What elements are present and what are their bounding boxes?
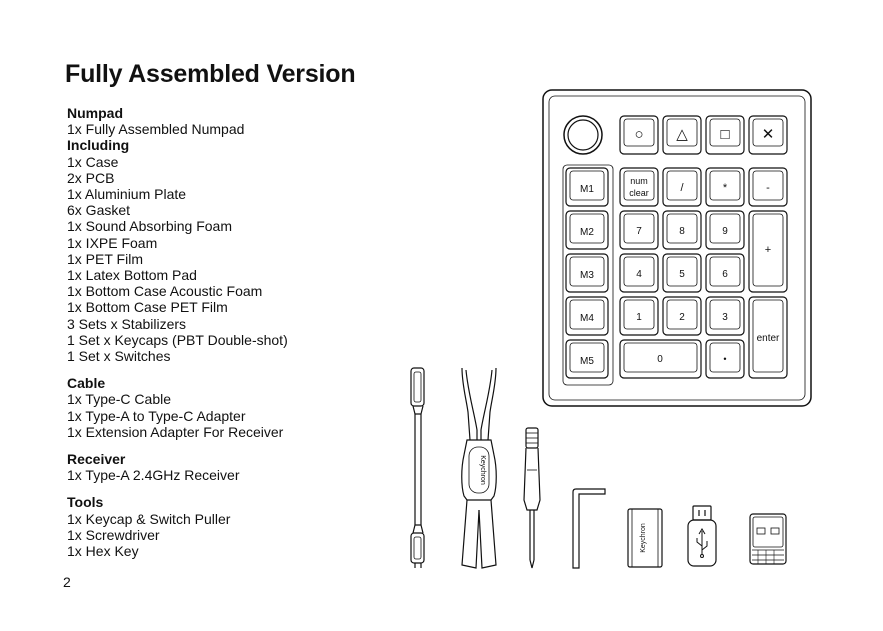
- list-item: 1x PET Film: [67, 250, 143, 267]
- type-a-to-c-adapter-illustration: [688, 506, 716, 566]
- list-item: 1x Bottom Case Acoustic Foam: [67, 283, 263, 300]
- key-m2: M2: [580, 227, 594, 238]
- key-m3: M3: [580, 270, 594, 281]
- usb-icon: [697, 529, 707, 558]
- key-m4: M4: [580, 313, 594, 324]
- list-item: 1x Extension Adapter For Receiver: [67, 423, 284, 440]
- list-item: 1x Bottom Case PET Film: [67, 299, 228, 316]
- key-9: 9: [722, 226, 728, 237]
- section-heading: Cable: [67, 375, 106, 392]
- list-item: 1x Keycap & Switch Puller: [67, 510, 231, 527]
- hex-key-illustration: [573, 489, 605, 568]
- list-item: 1x IXPE Foam: [67, 234, 158, 251]
- triangle-icon: △: [676, 126, 688, 143]
- list-item: 1x Type-A 2.4GHz Receiver: [67, 467, 240, 484]
- section-heading: Numpad: [67, 105, 123, 121]
- key-0: 0: [657, 354, 663, 365]
- receiver-illustration: [750, 514, 786, 564]
- key-minus: -: [766, 182, 770, 194]
- list-item: 2x PCB: [67, 169, 115, 186]
- list-item: 1x Latex Bottom Pad: [67, 267, 197, 284]
- screwdriver-illustration: [524, 428, 540, 568]
- page-number: 2: [63, 574, 71, 590]
- key-2: 2: [679, 312, 685, 323]
- adapter-brand-label: Keychron: [640, 523, 647, 553]
- page-title: Fully Assembled Version: [65, 60, 356, 88]
- list-item: 1x Type-C Cable: [67, 391, 172, 408]
- extension-adapter-illustration: [628, 509, 662, 567]
- circle-icon: ○: [634, 126, 644, 143]
- section-heading: Receiver: [67, 451, 126, 468]
- list-item: 1x Fully Assembled Numpad: [67, 121, 245, 138]
- list-item: 1x Sound Absorbing Foam: [67, 218, 232, 235]
- key-5: 5: [679, 269, 685, 280]
- key-m5: M5: [580, 356, 594, 367]
- key-enter: enter: [756, 333, 780, 344]
- key-8: 8: [679, 226, 685, 237]
- list-item: 1x Case: [67, 153, 119, 170]
- section-heading: Including: [67, 137, 130, 154]
- key-3: 3: [722, 312, 728, 323]
- key-slash: /: [680, 182, 684, 194]
- numpad-illustration: [543, 90, 811, 406]
- key-4: 4: [636, 269, 642, 280]
- puller-brand-label: Keychron: [479, 455, 486, 485]
- list-item: 1x Type-A to Type-C Adapter: [67, 407, 246, 424]
- key-clear-label: clear: [629, 188, 649, 198]
- square-icon: □: [720, 126, 730, 143]
- keycap-puller-illustration: [462, 368, 497, 568]
- list-item: 3 Sets x Stabilizers: [67, 315, 187, 332]
- key-1: 1: [636, 312, 642, 323]
- type-c-cable-illustration: [411, 368, 424, 568]
- list-item: 1 Set x Keycaps (PBT Double-shot): [67, 331, 288, 348]
- list-item: 1x Screwdriver: [67, 526, 160, 543]
- list-item: 6x Gasket: [67, 202, 131, 219]
- key-num-label: num: [630, 176, 648, 186]
- key-plus: +: [764, 244, 772, 256]
- list-item: 1 Set x Switches: [67, 348, 171, 365]
- key-6: 6: [722, 269, 728, 280]
- list-item: 1x Hex Key: [67, 543, 139, 560]
- knob-icon: [564, 116, 602, 154]
- key-dot: •: [723, 354, 727, 364]
- list-item: 1x Aluminium Plate: [67, 186, 187, 203]
- cross-icon: ✕: [761, 126, 775, 143]
- key-asterisk: *: [722, 182, 728, 194]
- key-m1: M1: [580, 184, 594, 195]
- section-heading: Tools: [67, 494, 104, 511]
- key-7: 7: [636, 226, 642, 237]
